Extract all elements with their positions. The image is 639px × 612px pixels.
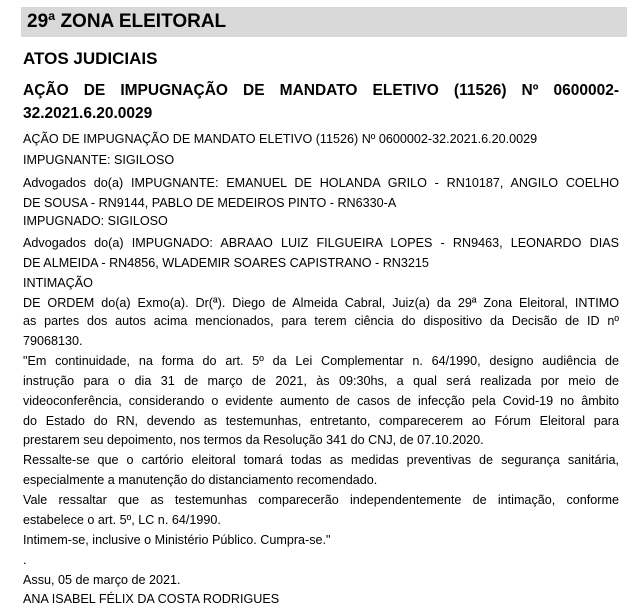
body-line: prestarem seu depoimento, nos termos da Resolução 341 do CNJ, de 07.10.2020. (23, 433, 484, 447)
body-line: 79068130. (23, 334, 83, 348)
body-line: Ressalte-se que o cartório eleitoral tomará todas as medidas preventivas de segurança sanitária, (23, 453, 619, 467)
intimacao-heading: INTIMAÇÃO (23, 276, 93, 290)
date-place-line: Assu, 05 de março de 2021. (23, 573, 181, 587)
action-title-line-2: 32.2021.6.20.0029 (23, 105, 153, 122)
body-line: DE ORDEM do(a) Exmo(a). Dr(ª). Diego de Almeida Cabral, Juiz(a) da 29ª Zona Eleitoral, INTIMO (23, 296, 619, 310)
section-title: ATOS JUDICIAIS (23, 49, 158, 68)
body-line: especialmente a manutenção do distanciamento recomendado. (23, 473, 378, 487)
impugnado-lawyers-line-1: Advogados do(a) IMPUGNADO: ABRAAO LUIZ FILGUEIRA LOPES - RN9463, LEONARDO DIAS (23, 236, 619, 250)
impugnante-lawyers-line-1: Advogados do(a) IMPUGNANTE: EMANUEL DE HOLANDA GRILO - RN10187, ANGILO COELHO (23, 176, 619, 190)
impugnado-lawyers-line-2: DE ALMEIDA - RN4856, WLADEMIR SOARES CAPISTRANO - RN3215 (23, 256, 429, 270)
impugnante-lawyers-line-2: DE SOUSA - RN9144, PABLO DE MEDEIROS PINTO - RN6330-A (23, 196, 397, 210)
body-line: do Estado do RN, devendo as testemunhas, entretanto, comparecerem ao Fórum Eleitoral para (23, 414, 619, 428)
body-line: "Em continuidade, na forma do art. 5º da Lei Complementar n. 64/1990, designo audiência de (23, 354, 619, 368)
body-line: as partes dos autos acima mencionados, para terem ciência do dispositivo da Decisão de ID nº (23, 314, 619, 328)
action-title-line-1: AÇÃO DE IMPUGNAÇÃO DE MANDATO ELETIVO (11526) Nº 0600002- (23, 82, 619, 99)
separator-dot: . (23, 553, 27, 567)
body-line: videoconferência, considerando o evidente aumento de casos de infecção pela Covid-19 no âmbito (23, 394, 619, 408)
zone-title: 29ª ZONA ELEITORAL (27, 11, 227, 32)
body-line: Intimem-se, inclusive o Ministério Público. Cumpra-se." (23, 533, 331, 547)
body-line: Vale ressaltar que as testemunhas comparecerão independentemente de intimação, conforme (23, 493, 619, 507)
body-line: instrução para o dia 31 de março de 2021, às 09:30hs, a qual será realizada por meio de (23, 374, 619, 388)
signature-name: ANA ISABEL FÉLIX DA COSTA RODRIGUES (23, 592, 280, 606)
body-line: estabelece o art. 5º, LC n. 64/1990. (23, 513, 221, 527)
impugnado-line: IMPUGNADO: SIGILOSO (23, 214, 168, 228)
case-number-line: AÇÃO DE IMPUGNAÇÃO DE MANDATO ELETIVO (11526) Nº 0600002-32.2021.6.20.0029 (23, 132, 538, 146)
impugnante-line: IMPUGNANTE: SIGILOSO (23, 153, 175, 167)
